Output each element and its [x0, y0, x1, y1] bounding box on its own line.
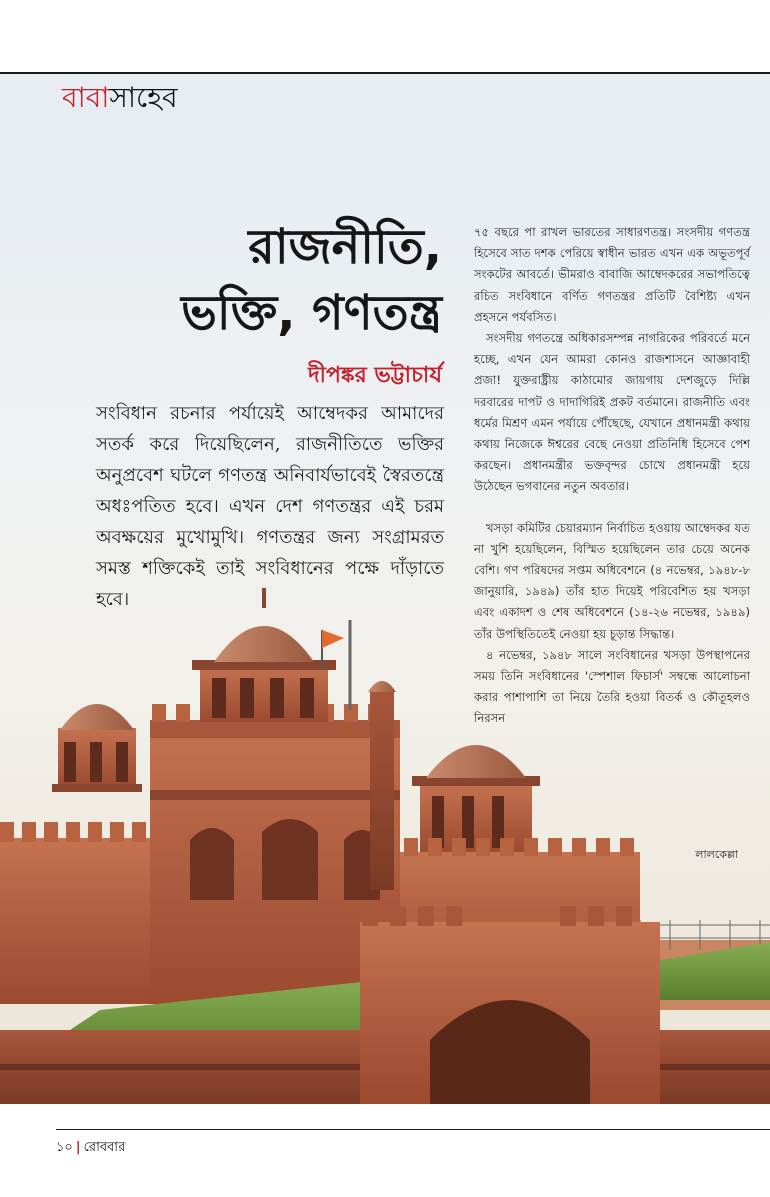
body-paragraph: সংসদীয় গণতন্ত্রে অধিকারসম্পন্ন নাগরিকের পরিবর্তে মনে হচ্ছে, এখন যেন আমরা কোনও রাজশাসনে আজ্ঞাবাহী প্রজা! যুক্তরাষ্ট্রীয় কাঠামোর জায়গায় দেশজুড়ে দিল্লি দরবারের দাপট ও দাদাগিরিই প্রকট বর্তমানে। রাজনীতি এবং ধর্মের মিশ্রণ এমন পর্যায়ে পৌঁছেছে, যেখানে প্রধানমন্ত্রী কথায় কথায় নিজেকে ঈশ্বরের বেছে নেওয়া প্রতিনিধি হিসেবে পেশ করছেন। প্রধানমন্ত্রীর ভক্তবৃন্দর চোখে প্রধানমন্ত্রী হয়ে উঠেছেন ভগবানের নতুন অবতার।: [474, 331, 750, 494]
page-number: ১০: [56, 1140, 73, 1155]
section-label-accent: বাবা: [62, 81, 110, 114]
article-headline: [181, 214, 442, 346]
body-paragraph: খসড়া কমিটির চেয়ারম্যান নির্বাচিত হওয়ায় আম্বেদকর যত না খুশি হয়েছিলেন, বিস্মিত হয়েছিলেন তার চেয়ে অনেক বেশি। গণ পরিষদের সপ্তম অধিবেশনে (৪ নভেম্বর, ১৯৪৮-৮ জানুয়ারি, ১৯৪৯) তাঁর হাত দিয়েই পরিবেশিত হয় খসড়া এবং একাদশ ও শেষ অধিবেশনে (১৪-২৬ নভেম্বর, ১৯৪৯) তাঁর উপস্থিতিতেই নেওয়া হয় চূড়ান্ত সিদ্ধান্ত।: [474, 520, 750, 641]
bottom-rule: [56, 1129, 770, 1130]
section-label: [62, 78, 178, 118]
body-paragraph: ৪ নভেম্বর, ১৯৪৮ সালে সংবিধানের খসড়া উপস্থাপনের সময় তিনি সংবিধানের 'স্পেশাল ফিচার্স' সম্বন্ধে আলোচনা করার পাশাপাশি তা নিয়ে তৈরি হওয়া বিতর্ক ও কৌতূহলও নিরসন: [474, 647, 750, 726]
headline-line-2: ভক্তি, গণতন্ত্র: [181, 285, 442, 341]
author-byline: দীপঙ্কর ভট্টাচার্য: [308, 362, 442, 388]
footer-separator: |: [75, 1140, 81, 1155]
page-footer: [56, 1138, 125, 1159]
section-label-rest: সাহেব: [109, 81, 178, 114]
magazine-name: রোববার: [83, 1140, 126, 1155]
body-paragraph: ৭৫ বছরে পা রাখল ভারতের সাধারণতন্ত্র। সংসদীয় গণতন্ত্র হিসেবে সাত দশক পেরিয়ে স্বাধীন ভারত এখন এক অভূতপূর্ব সংকটের আবর্তে। ভীমরাও বাবাজি আম্বেদকরের সভাপতিত্বে রচিত সংবিধানে বর্ণিত গণতন্ত্রর প্রতিটি বৈশিষ্ট্য এখন প্রহসনে পর্যবসিত।: [474, 225, 750, 324]
photo-caption: লালকেল্লা: [695, 848, 738, 861]
article-body-column: [474, 222, 750, 730]
lead-paragraph: সংবিধান রচনার পর্যায়েই আম্বেদকর আমাদের সতর্ক করে দিয়েছিলেন, রাজনীতিতে ভক্তির অনুপ্রবেশ ঘটলে গণতন্ত্র অনিবার্যভাবেই স্বৈরতন্ত্রে অধঃপতিত হবে। এখন দেশ গণতন্ত্রর এই চরম অবক্ষয়ের মুখোমুখি। গণতন্ত্রর জন্য সংগ্রামরত সমস্ত শক্তিকেই তাই সংবিধানের পক্ষে দাঁড়াতে হবে।: [96, 403, 444, 610]
headline-line-1: রাজনীতি,: [248, 219, 442, 275]
